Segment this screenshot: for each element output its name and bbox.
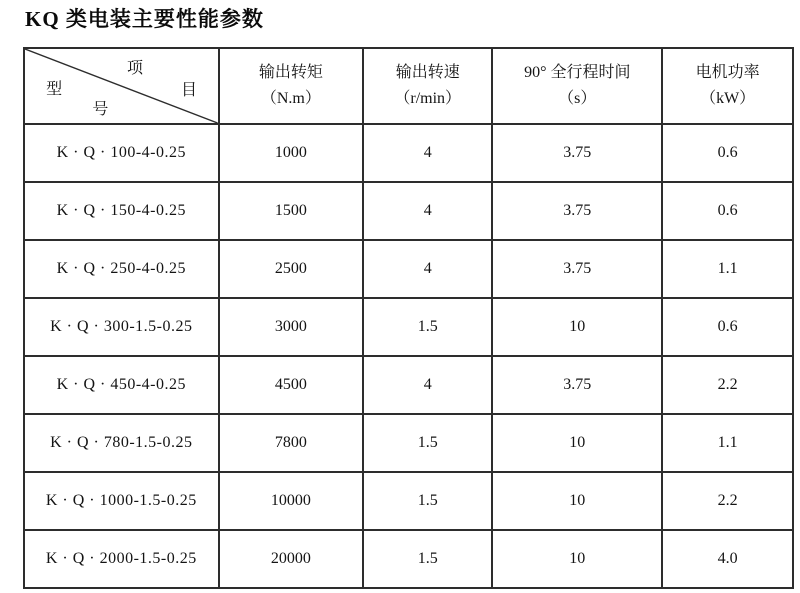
power-cell: 2.2 [662, 472, 793, 530]
performance-parameters-table [23, 47, 794, 589]
time-cell: 3.75 [492, 356, 662, 414]
model-cell: K · Q · 780-1.5-0.25 [24, 414, 219, 472]
model-cell: K · Q · 250-4-0.25 [24, 240, 219, 298]
corner-label-model-char1: 型 [46, 81, 63, 99]
speed-cell: 4 [363, 124, 492, 182]
model-cell: K · Q · 100-4-0.25 [24, 124, 219, 182]
table-row [24, 530, 793, 588]
time-cell: 3.75 [492, 240, 662, 298]
table-row [24, 298, 793, 356]
power-cell: 0.6 [662, 182, 793, 240]
corner-label-item-char1: 项 [127, 59, 144, 77]
model-cell: K · Q · 150-4-0.25 [24, 182, 219, 240]
column-header-unit: （kW） [700, 90, 756, 107]
table-header-row [24, 48, 793, 124]
page-title: KQ 类电装主要性能参数 [25, 7, 264, 31]
table-row [24, 182, 793, 240]
table-row [24, 356, 793, 414]
torque-cell: 1000 [219, 124, 364, 182]
torque-cell: 3000 [219, 298, 364, 356]
diagonal-header-cell [24, 48, 219, 124]
torque-cell: 2500 [219, 240, 364, 298]
model-cell: K · Q · 1000-1.5-0.25 [24, 472, 219, 530]
time-cell: 3.75 [492, 182, 662, 240]
torque-cell: 7800 [219, 414, 364, 472]
column-header-output-torque [219, 48, 364, 124]
model-cell: K · Q · 300-1.5-0.25 [24, 298, 219, 356]
column-header-unit: （N.m） [260, 90, 321, 107]
model-cell: K · Q · 450-4-0.25 [24, 356, 219, 414]
time-cell: 3.75 [492, 124, 662, 182]
table-row [24, 472, 793, 530]
model-cell: K · Q · 2000-1.5-0.25 [24, 530, 219, 588]
power-cell: 2.2 [662, 356, 793, 414]
corner-label-model-char2: 号 [92, 100, 109, 118]
speed-cell: 1.5 [363, 414, 492, 472]
speed-cell: 1.5 [363, 298, 492, 356]
speed-cell: 1.5 [363, 472, 492, 530]
corner-label-item-char2: 目 [180, 82, 197, 100]
time-cell: 10 [492, 414, 662, 472]
speed-cell: 4 [363, 356, 492, 414]
column-header-unit: （r/min） [394, 90, 462, 107]
speed-cell: 4 [363, 240, 492, 298]
column-header-motor-power [662, 48, 793, 124]
speed-cell: 1.5 [363, 530, 492, 588]
power-cell: 1.1 [662, 414, 793, 472]
power-cell: 4.0 [662, 530, 793, 588]
column-header-label: 输出转速 [395, 64, 460, 81]
column-header-output-speed [363, 48, 492, 124]
power-cell: 0.6 [662, 298, 793, 356]
table-row [24, 240, 793, 298]
table-row [24, 414, 793, 472]
table-row [24, 124, 793, 182]
time-cell: 10 [492, 472, 662, 530]
speed-cell: 4 [363, 182, 492, 240]
torque-cell: 10000 [219, 472, 364, 530]
torque-cell: 20000 [219, 530, 364, 588]
power-cell: 0.6 [662, 124, 793, 182]
torque-cell: 4500 [219, 356, 364, 414]
column-header-full-stroke-time [492, 48, 662, 124]
time-cell: 10 [492, 530, 662, 588]
column-header-label: 输出转矩 [258, 64, 323, 81]
column-header-label: 电机功率 [695, 64, 760, 81]
power-cell: 1.1 [662, 240, 793, 298]
column-header-label: 90° 全行程时间 [524, 64, 631, 81]
torque-cell: 1500 [219, 182, 364, 240]
column-header-unit: （s） [558, 90, 597, 107]
time-cell: 10 [492, 298, 662, 356]
